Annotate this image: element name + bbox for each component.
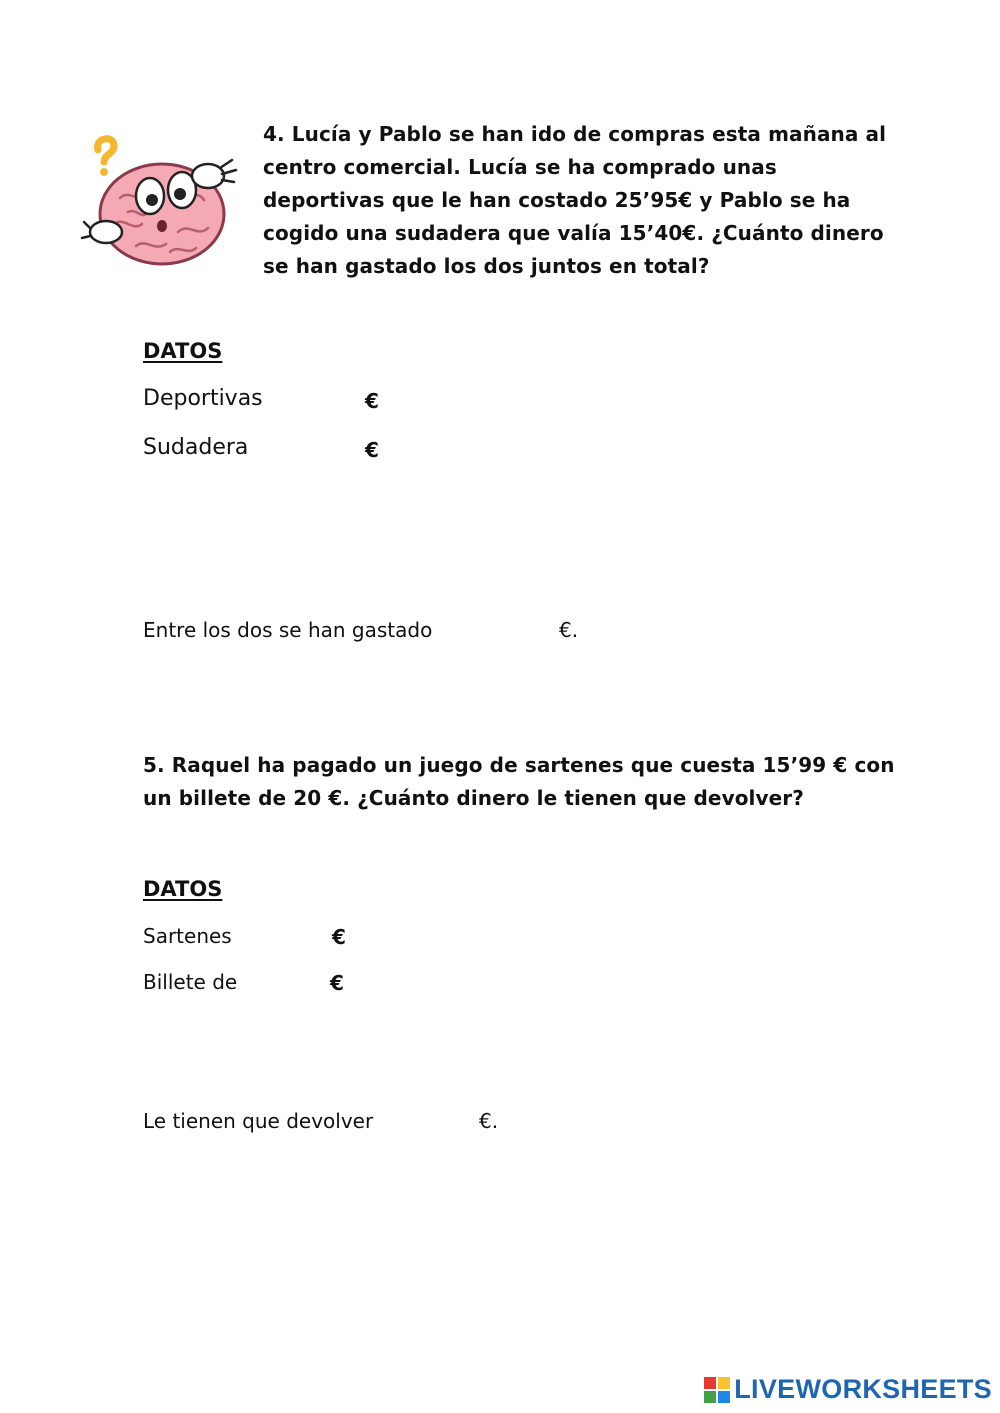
- problem-4-line: centro comercial. Lucía se ha comprado unas: [263, 155, 777, 179]
- problem-4-work-area[interactable]: [143, 490, 843, 590]
- billete-euro: €: [330, 971, 344, 995]
- logo-square: [718, 1377, 730, 1389]
- deportivas-input[interactable]: [262, 387, 360, 415]
- brain-mascot-icon: [80, 128, 250, 270]
- problem-4-line: deportivas que le han costado 25’95€ y Pablo se ha: [263, 188, 851, 212]
- sartenes-euro: €: [332, 925, 346, 949]
- deportivas-label: Deportivas: [143, 386, 263, 411]
- problem-4-line: se han gastado los dos juntos en total?: [263, 254, 710, 278]
- sudadera-euro: €: [365, 438, 379, 462]
- problem-4-datos-heading: DATOS: [143, 339, 223, 363]
- logo-square: [704, 1391, 716, 1403]
- problem-4-statement: [263, 118, 886, 283]
- problem-4-answer-unit: €.: [559, 618, 579, 642]
- problem-5-answer-unit: €.: [479, 1109, 499, 1133]
- problem-5-work-area[interactable]: [143, 1015, 843, 1095]
- billete-input[interactable]: [245, 968, 325, 996]
- problem-4-line: 4. Lucía y Pablo se han ido de compras esta mañana al: [263, 122, 887, 146]
- liveworksheets-logo: [704, 1374, 992, 1405]
- sartenes-input[interactable]: [245, 922, 327, 950]
- problem-5-line: 5. Raquel ha pagado un juego de sartenes que cuesta 15’99 € con: [143, 753, 895, 777]
- sudadera-input[interactable]: [262, 436, 360, 464]
- problem-5-line: un billete de 20 €. ¿Cuánto dinero le tienen que devolver?: [143, 786, 804, 810]
- deportivas-euro: €: [365, 389, 379, 413]
- problem-5-statement: [143, 749, 895, 815]
- billete-label: Billete de: [143, 970, 238, 994]
- logo-text: LIVEWORKSHEETS: [734, 1374, 992, 1404]
- logo-square: [718, 1391, 730, 1403]
- problem-4-line: cogido una sudadera que valía 15’40€. ¿Cuánto dinero: [263, 221, 884, 245]
- problem-4-answer-label: Entre los dos se han gastado: [143, 618, 433, 642]
- sudadera-label: Sudadera: [143, 435, 249, 460]
- logo-square: [704, 1377, 716, 1389]
- problem-5-datos-heading: DATOS: [143, 877, 223, 901]
- problem-5-answer-label: Le tienen que devolver: [143, 1109, 374, 1133]
- sartenes-label: Sartenes: [143, 924, 232, 948]
- liveworksheets-logo-icon: [704, 1377, 730, 1403]
- problem-5-answer-input[interactable]: [378, 1108, 474, 1136]
- problem-4-answer-input[interactable]: [440, 617, 552, 645]
